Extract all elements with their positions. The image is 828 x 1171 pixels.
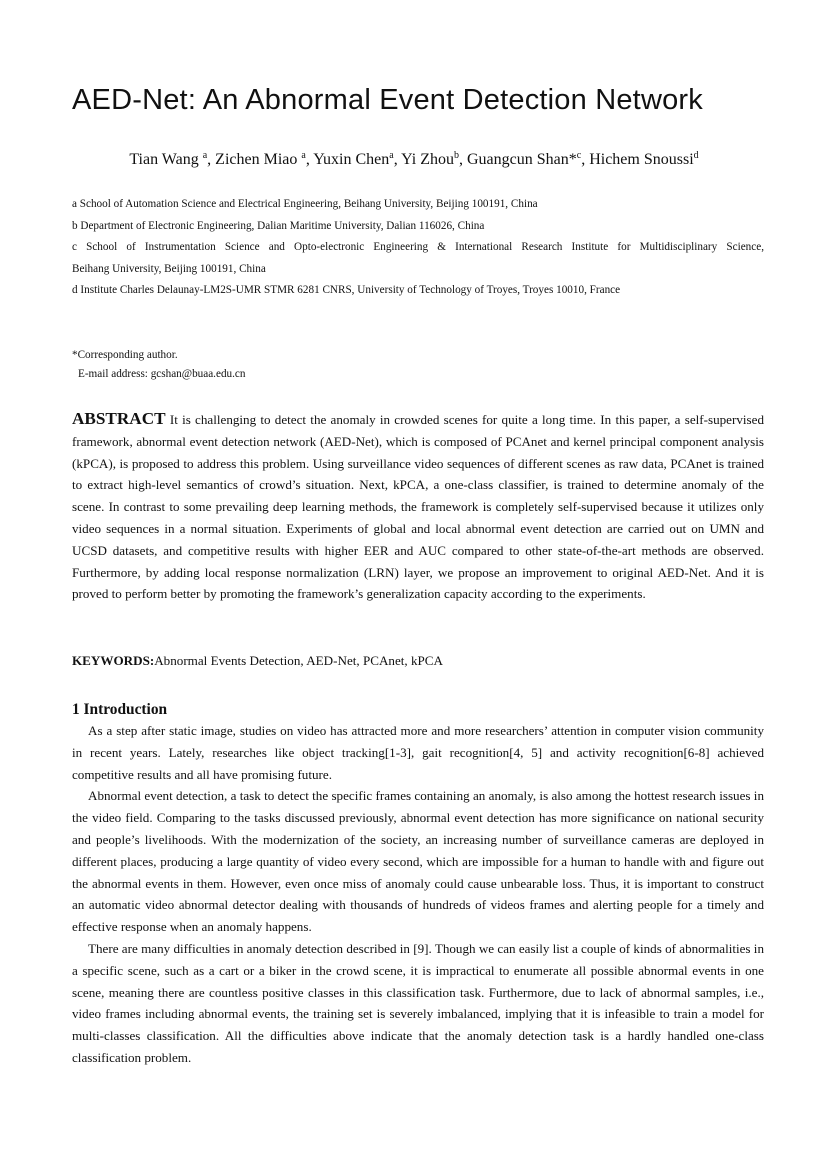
- author-name: Tian Wang: [129, 151, 199, 168]
- abstract: [72, 408, 764, 605]
- affiliation-d: d Institute Charles Delaunay-LM2S-UMR STMR 6281 CNRS, University of Technology of Troyes, Troyes 10010, France: [72, 284, 621, 297]
- author-affiliation-mark: a: [202, 150, 208, 161]
- author-affiliation-mark: d: [693, 150, 699, 161]
- keywords-text: Abnormal Events Detection, AED-Net, PCAnet, kPCA: [154, 653, 443, 668]
- introduction-paragraph: Abnormal event detection, a task to detect the specific frames containing an anomaly, is also among the hottest research issues in the video field. Comparing to the tasks discussed previously, abnormal event detection has more significance on national security and people’s livelihoods. With the modernization of the society, an increasing number of surveillance cameras are deployed in different places, producing a large quantity of video every second, which are impossible for a human to handle with and figure out the abnormal events in them. However, even once miss of anomaly could cause unbearable loss. Thus, it is important to construct an automatic video abnormal detector dealing with thousands of hundreds of videos frames and alerting people for a timely and effective response when an anomaly happens.: [72, 788, 764, 935]
- corresponding-author-email: E-mail address: gcshan@buaa.edu.cn: [78, 367, 246, 380]
- affiliation-c-line1: c School of Instrumentation Science and Opto-electronic Engineering & International Research Institute for Multidisciplinary Science,: [72, 241, 764, 254]
- author-affiliation-mark: c: [576, 150, 582, 161]
- paper-title: AED-Net: An Abnormal Event Detection Network: [72, 84, 703, 116]
- author-name: Guangcun Shan*: [466, 151, 577, 168]
- corresponding-author-block: [72, 346, 764, 384]
- introduction-body: [72, 720, 764, 1069]
- author-name: Yi Zhou: [401, 151, 454, 168]
- abstract-text: It is challenging to detect the anomaly in crowded scenes for quite a long time. In this paper, a self-supervised framework, abnormal event detection network (AED-Net), which is composed of PCAnet and kernel principal component analysis (kPCA), is proposed to address this problem. Using surveillance video sequences of different scenes as raw data, PCAnet is trained to extract high-level semantics of crowd’s situation. Next, kPCA, a one-class classifier, is trained to determine anomaly of the scene. In contrast to some prevailing deep learning methods, the framework is completely self-supervised because it utilizes only video sequences in a normal situation. Experiments of global and local abnormal event detection are carried out on UMN and UCSD datasets, and competitive results with higher EER and AUC compared to other state-of-the-art methods are observed. Furthermore, by adding local response normalization (LRN) layer, we propose an improvement to original AED-Net. And it is proved to perform better by promoting the framework’s generalization capacity according to the experiments.: [72, 412, 764, 602]
- author-affiliation-mark: a: [389, 150, 394, 161]
- introduction-paragraph: As a step after static image, studies on video has attracted more and more researchers’ attention in computer vision community in recent years. Lately, researches like object tracking[1-3], gait recognition[4, 5] and activity recognition[6-8] achieved competitive results and all have promising future.: [72, 723, 764, 782]
- affiliation-list: [72, 194, 764, 302]
- author-name: Zichen Miao: [215, 151, 298, 168]
- affiliation-b: b Department of Electronic Engineering, Dalian Maritime University, Dalian 116026, China: [72, 219, 485, 232]
- affiliation-c-line2: Beihang University, Beijing 100191, China: [72, 262, 266, 275]
- author-affiliation-mark: a: [301, 150, 306, 161]
- author-affiliation-mark: b: [453, 150, 459, 161]
- section-heading-introduction: 1 Introduction: [72, 701, 168, 718]
- abstract-label: ABSTRACT: [72, 409, 166, 428]
- keywords-label: KEYWORDS:: [72, 653, 155, 668]
- author-name: Hichem Snoussi: [589, 151, 694, 168]
- corresponding-author-label: *Corresponding author.: [72, 349, 178, 361]
- author-name: Yuxin Chen: [313, 151, 390, 168]
- affiliation-a: a School of Automation Science and Electrical Engineering, Beihang University, Beijing 100191, China: [72, 198, 538, 210]
- introduction-paragraph: There are many difficulties in anomaly detection described in [9]. Though we can easily list a couple of kinds of abnormalities in a specific scene, such as a cart or a biker in the crowd scene, it is impractical to enumerate all possible abnormal events in one scene, meaning there are countless positive classes in this classification task. Furthermore, due to lack of abnormal samples, i.e., video frames including abnormal events, the training set is severely imbalanced, implying that it is infeasible to train a model for multi-classes classification. All the difficulties above indicate that the anomaly detection task is a hardly handled one-class classification problem.: [72, 940, 764, 1065]
- author-list: Tian Wang $^a$, Zichen Miao $^a$, Yuxin Chen$^a$, Yi Zhou$^b$, Guangcun Shan*$^c$, Hichem Snoussi$^d$: [129, 150, 699, 168]
- keywords: [72, 650, 764, 672]
